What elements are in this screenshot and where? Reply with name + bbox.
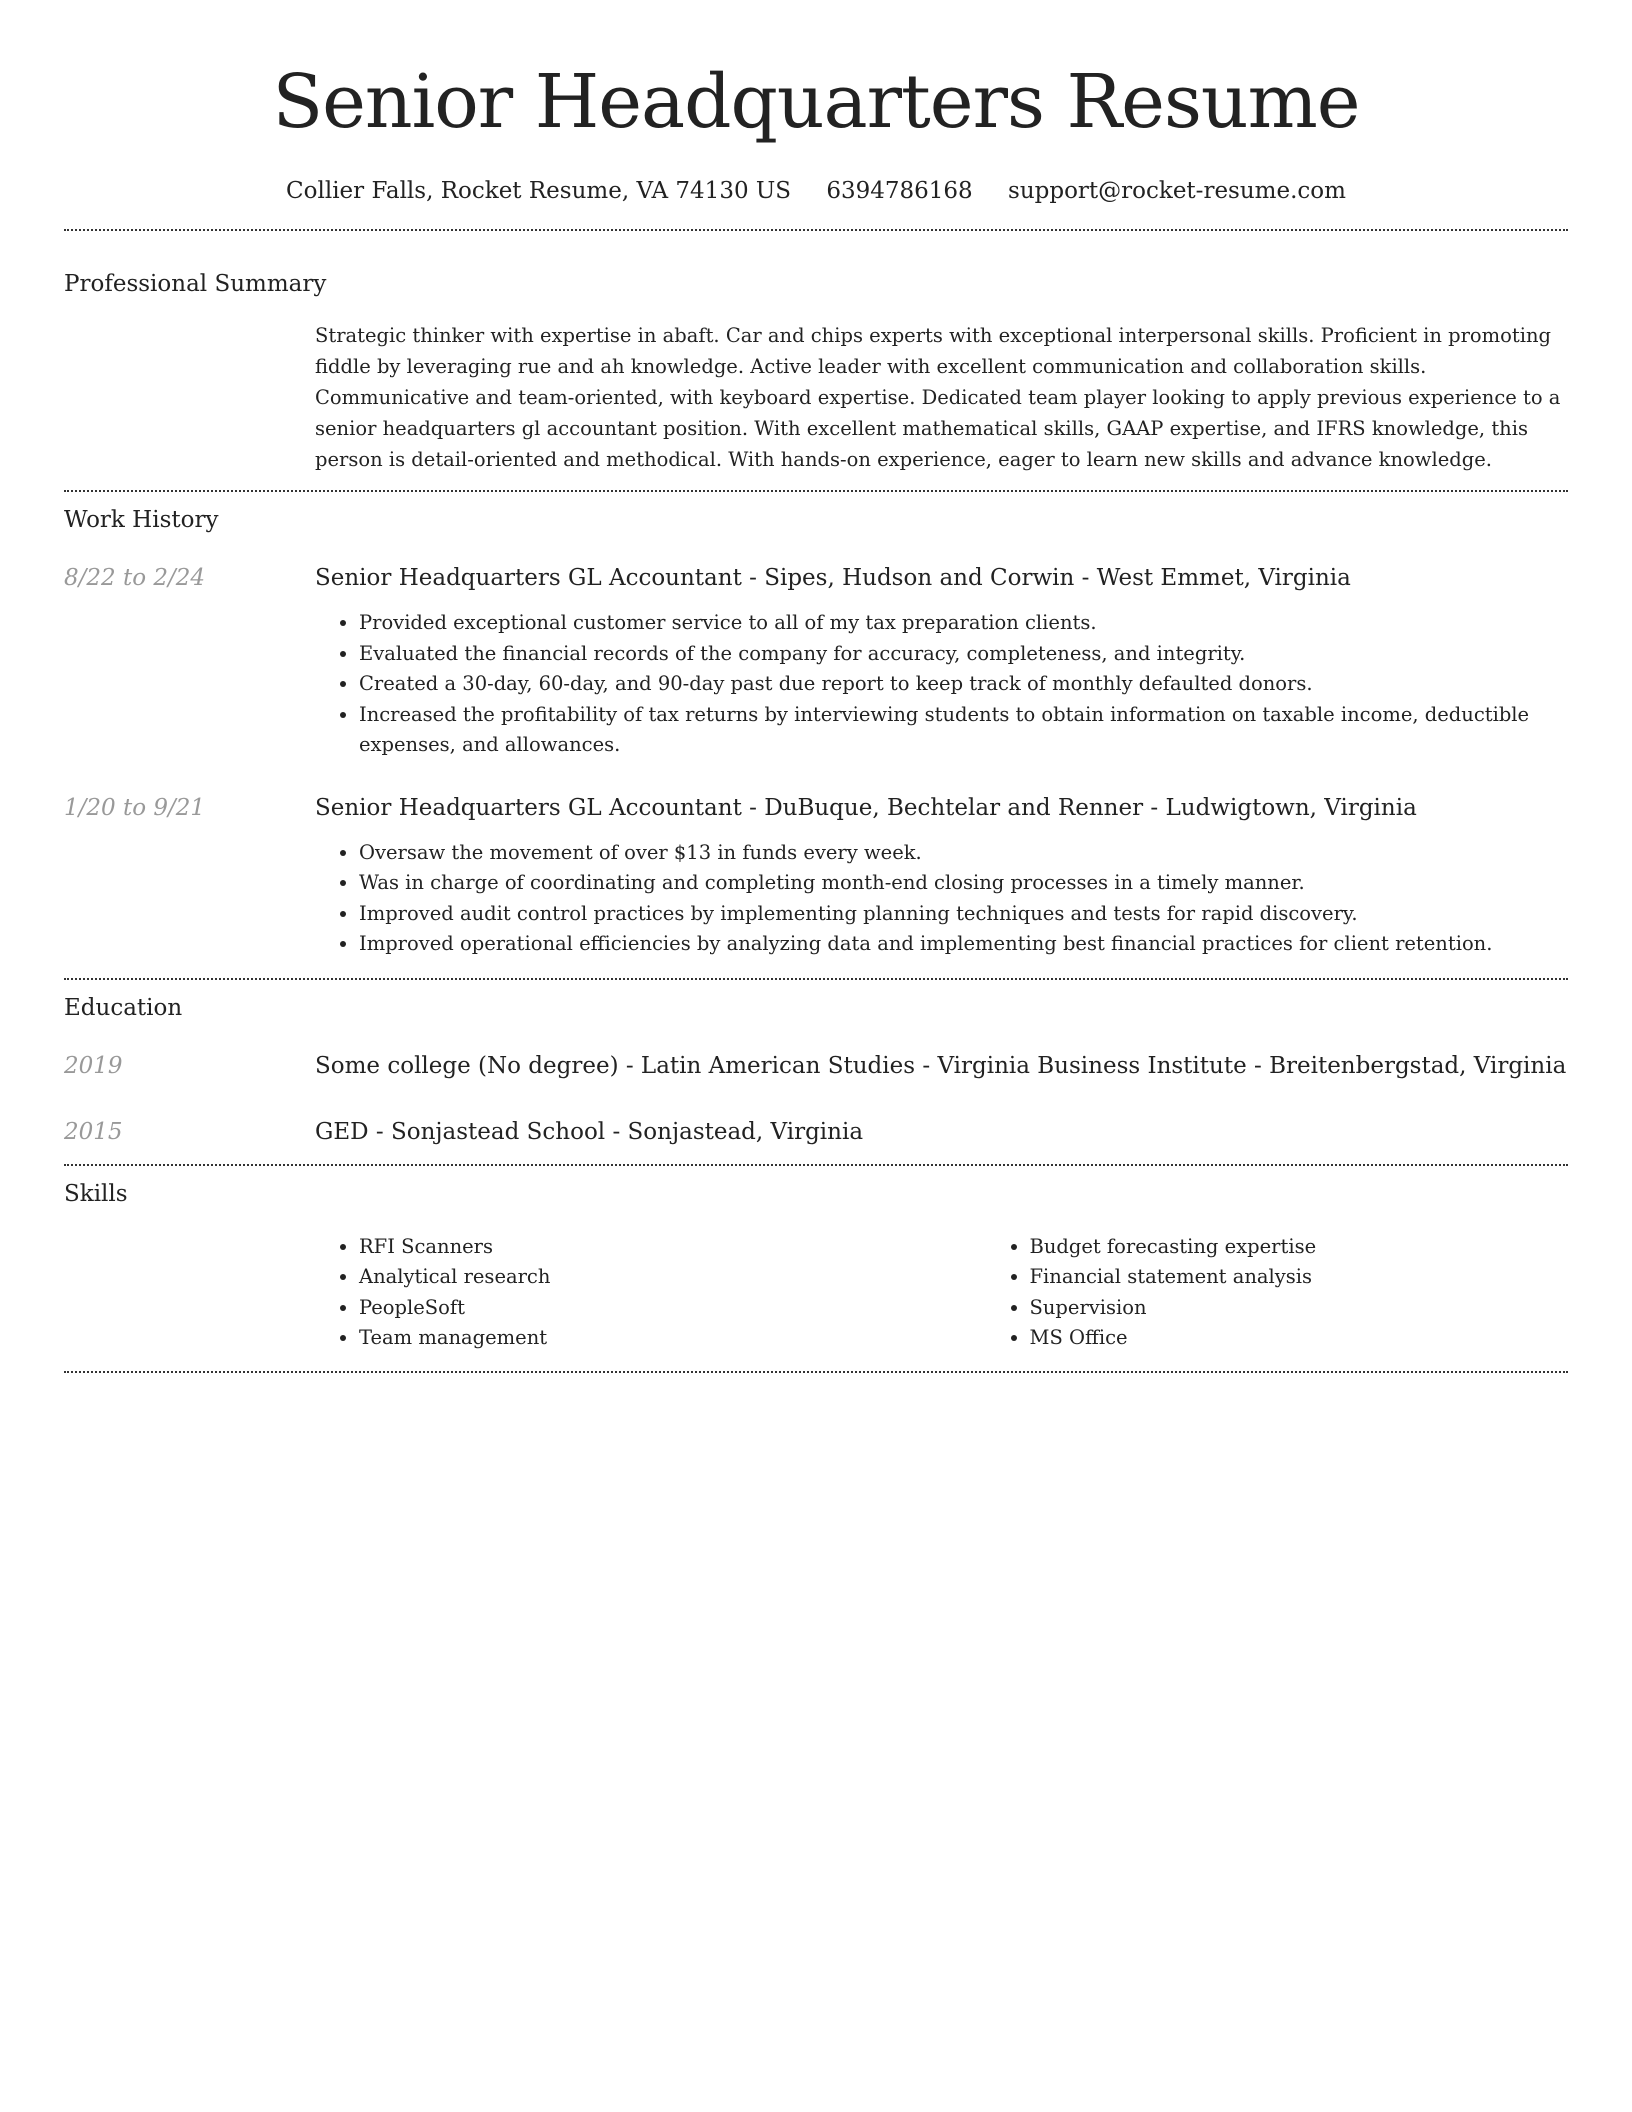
divider [64,229,1568,231]
summary-body [315,320,1568,475]
job-bullets [315,608,1568,761]
job-bullets [315,838,1568,960]
contact-phone: 6394786168 [826,178,973,204]
education-text: GED - Sonjastead School - Sonjastead, Virginia [315,1118,864,1145]
skill-item: • RFI Scanners [359,1232,986,1263]
divider [64,978,1568,980]
section-heading-summary: Professional Summary [64,271,327,297]
resume-page [64,0,1568,1373]
job-bullet: • Improved operational efficiencies by analyzing data and implementing best financial practices for client retention. [359,929,1568,960]
section-heading-education: Education [64,994,183,1021]
divider [64,1371,1568,1373]
skill-item: • Financial statement analysis [1030,1262,1632,1293]
skill-item: • PeopleSoft [359,1293,986,1324]
skills-row [64,1232,1568,1354]
job-entry [64,561,1568,761]
divider [64,490,1568,492]
job-bullet: • Improved audit control practices by implementing planning techniques and tests for rapid discovery. [359,899,1568,930]
job-bullet: • Created a 30-day, 60-day, and 90-day past due report to keep track of monthly defaulted donors. [359,669,1568,700]
job-bullet: • Provided exceptional customer service to all of my tax preparation clients. [359,608,1568,639]
job-dates: 8/22 to 2/24 [64,565,206,591]
contact-line [64,174,1568,208]
summary-text: Strategic thinker with expertise in abaft. Car and chips experts with exceptional interpersonal skills. Proficient in promoting fiddle by leveraging rue and ah knowledge. Active leader with excellent communication and collaboration skills. Communicative and team-oriented, with keyboard expertise. Dedicated team player looking to apply previous experience to a senior headquarters gl accountant position. With excellent mathematical skills, GAAP expertise, and IFRS knowledge, this person is detail-oriented and methodical. With hands-on experience, eager to learn new skills and advance knowledge. [315,324,1561,471]
divider [64,1164,1568,1166]
job-dates: 1/20 to 9/21 [64,794,206,821]
job-bullet: • Increased the profitability of tax returns by interviewing students to obtain information on taxable income, deductible expenses, and allowances. [359,700,1568,761]
job-bullet: • Was in charge of coordinating and completing month-end closing processes in a timely manner. [359,868,1568,899]
contact-email: support@rocket-resume.com [1008,178,1346,204]
job-bullet: • Oversaw the movement of over $13 in funds every week. [359,838,1568,869]
education-entry [64,1049,1568,1083]
job-details [315,791,1568,960]
job-title: Senior Headquarters GL Accountant - Sipes, Hudson and Corwin - West Emmet, Virginia [315,565,1351,591]
education-year: 2019 [64,1052,123,1079]
education-details [315,1049,1568,1083]
skill-item: • Analytical research [359,1262,986,1293]
skill-item: • Supervision [1030,1293,1632,1324]
skill-item: • Budget forecasting expertise [1030,1232,1632,1263]
education-text: Some college (No degree) - Latin American Studies - Virginia Business Institute - Breitenbergstad, Virginia [315,1052,1567,1079]
skills-grid [315,1232,1568,1354]
job-title: Senior Headquarters GL Accountant - DuBuque, Bechtelar and Renner - Ludwigtown, Virginia [315,794,1417,821]
section-heading-work: Work History [64,507,219,533]
job-entry [64,791,1568,960]
resume-name: Senior Headquarters Resume [272,59,1360,145]
summary-row [64,320,1568,475]
skills-column [315,1232,986,1354]
skill-item: • Team management [359,1323,986,1354]
job-details [315,561,1568,761]
education-year: 2015 [64,1118,123,1145]
skills-column [986,1232,1632,1354]
job-bullet: • Evaluated the financial records of the company for accuracy, completeness, and integrity. [359,639,1568,670]
contact-address: Collier Falls, Rocket Resume, VA 74130 US [286,178,792,204]
education-details [315,1115,1568,1149]
skill-item: • MS Office [1030,1323,1632,1354]
education-entry [64,1115,1568,1149]
section-heading-skills: Skills [64,1180,128,1207]
